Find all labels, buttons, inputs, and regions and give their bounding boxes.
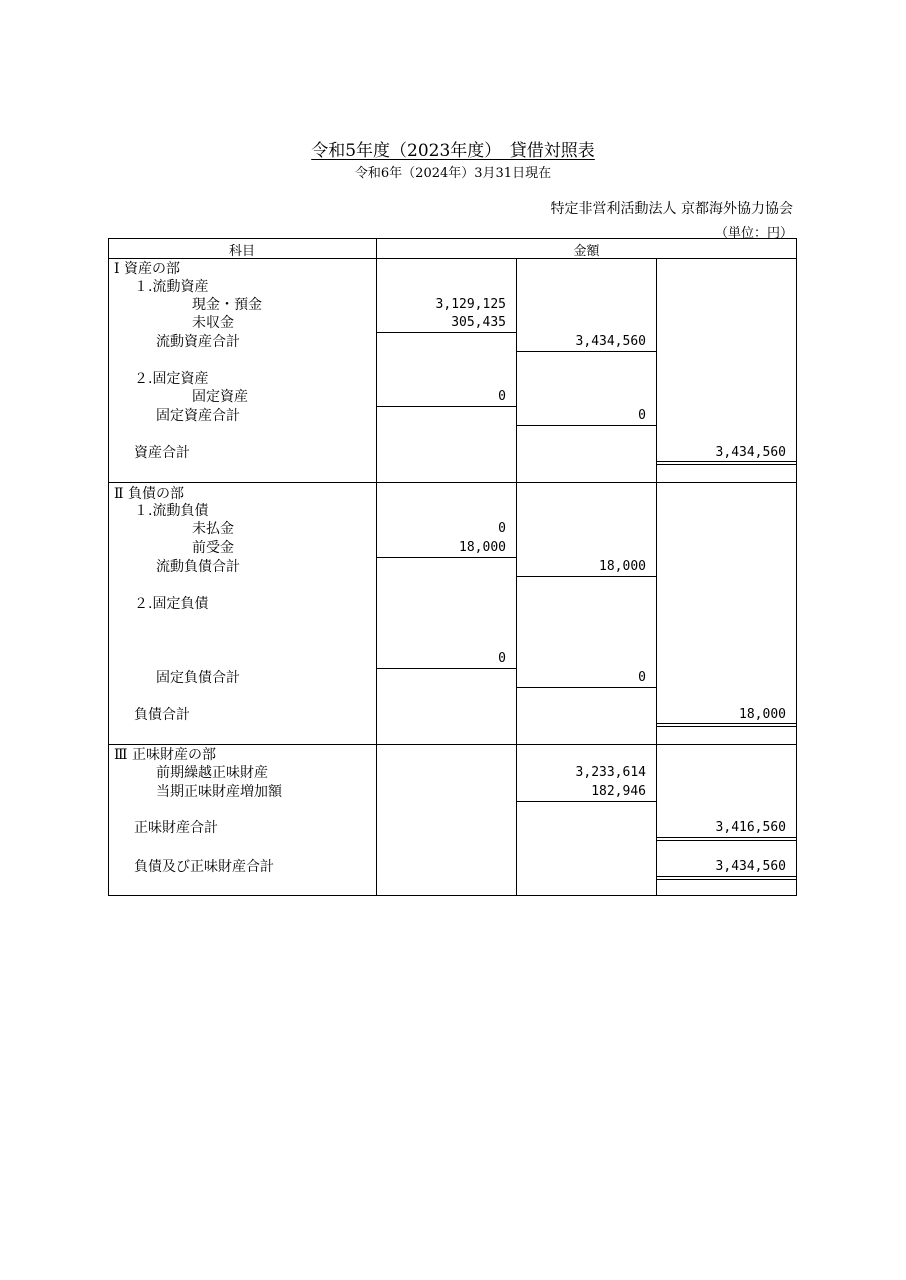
advance-label: 前受金 [192,540,234,556]
total-double-line [656,876,797,877]
total-double-line [656,464,797,465]
subtotal-line [376,668,516,669]
fixed-asset-item-value: 0 [498,389,506,404]
assets-section-heading: Ⅰ 資産の部 [114,261,180,277]
section-divider [108,482,797,483]
subtotal-line [516,425,656,426]
organization-name: 特定非営利活動法人 京都海外協力協会 [550,201,793,217]
receivable-value: 305,435 [451,315,506,330]
col-divider [656,258,657,482]
fixed-liabilities-heading: ２.固定負債 [134,596,209,612]
col-divider [516,483,517,744]
total-double-line [656,726,797,727]
current-assets-total-label: 流動資産合計 [156,334,240,350]
prior-net-assets-label: 前期繰越正味財産 [156,765,268,781]
net-assets-increase-value: 182,946 [591,784,646,799]
document-title: 令和5年度（2023年度） 貸借対照表 [311,141,595,161]
subtotal-line [516,687,656,688]
fixed-assets-heading: ２.固定資産 [134,371,209,387]
subtotal-line [516,576,656,577]
receivable-label: 未収金 [192,315,234,331]
assets-total-value: 3,434,560 [715,445,786,460]
total-double-line [656,879,797,880]
col-divider [656,483,657,744]
payable-value: 0 [498,521,506,536]
section-divider [108,744,797,745]
subtotal-line [516,801,656,802]
current-liabilities-total-value: 18,000 [599,559,646,574]
current-liabilities-heading: １.流動負債 [134,503,209,519]
total-double-line [656,461,797,462]
total-double-line [656,723,797,724]
current-assets-heading: １.流動資産 [134,279,209,295]
col-divider [376,238,377,896]
liabilities-section-heading: Ⅱ 負債の部 [114,486,184,502]
liabilities-total-value: 18,000 [739,707,786,722]
grand-total-value: 3,434,560 [715,859,786,874]
payable-label: 未払金 [192,521,234,537]
subtotal-line [376,332,516,333]
fixed-liability-item-value: 0 [498,651,506,666]
net-assets-increase-label: 当期正味財産増加額 [156,784,282,800]
net-assets-total-label: 正味財産合計 [134,820,218,836]
fixed-assets-total-value: 0 [638,408,646,423]
as-of-date: 令和6年（2024年）3月31日現在 [354,166,552,181]
net-assets-total-value: 3,416,560 [715,820,786,835]
unit-note: （単位：円） [714,226,793,241]
cash-label: 現金・預金 [192,297,262,313]
header-account: 科目 [228,244,255,259]
col-divider [656,745,657,896]
liabilities-total-label: 負債合計 [134,707,190,723]
cash-value: 3,129,125 [435,297,506,312]
grand-total-label: 負債及び正味財産合計 [134,859,274,875]
header-amount: 金額 [573,244,600,259]
advance-value: 18,000 [459,540,506,555]
fixed-asset-item-label: 固定資産 [192,389,248,405]
fixed-assets-total-label: 固定資産合計 [156,408,240,424]
current-liabilities-total-label: 流動負債合計 [156,559,240,575]
fixed-liabilities-total-label: 固定負債合計 [156,670,240,686]
total-double-line [656,837,797,838]
subtotal-line [376,406,516,407]
prior-net-assets-value: 3,233,614 [575,765,646,780]
subtotal-line [376,557,516,558]
current-assets-total-value: 3,434,560 [575,334,646,349]
total-double-line [656,840,797,841]
header-line [108,258,797,259]
col-divider [516,258,517,482]
net-assets-section-heading: Ⅲ 正味財産の部 [114,747,216,763]
subtotal-line [516,351,656,352]
col-divider [516,745,517,896]
fixed-liabilities-total-value: 0 [638,670,646,685]
assets-total-label: 資産合計 [134,445,190,461]
